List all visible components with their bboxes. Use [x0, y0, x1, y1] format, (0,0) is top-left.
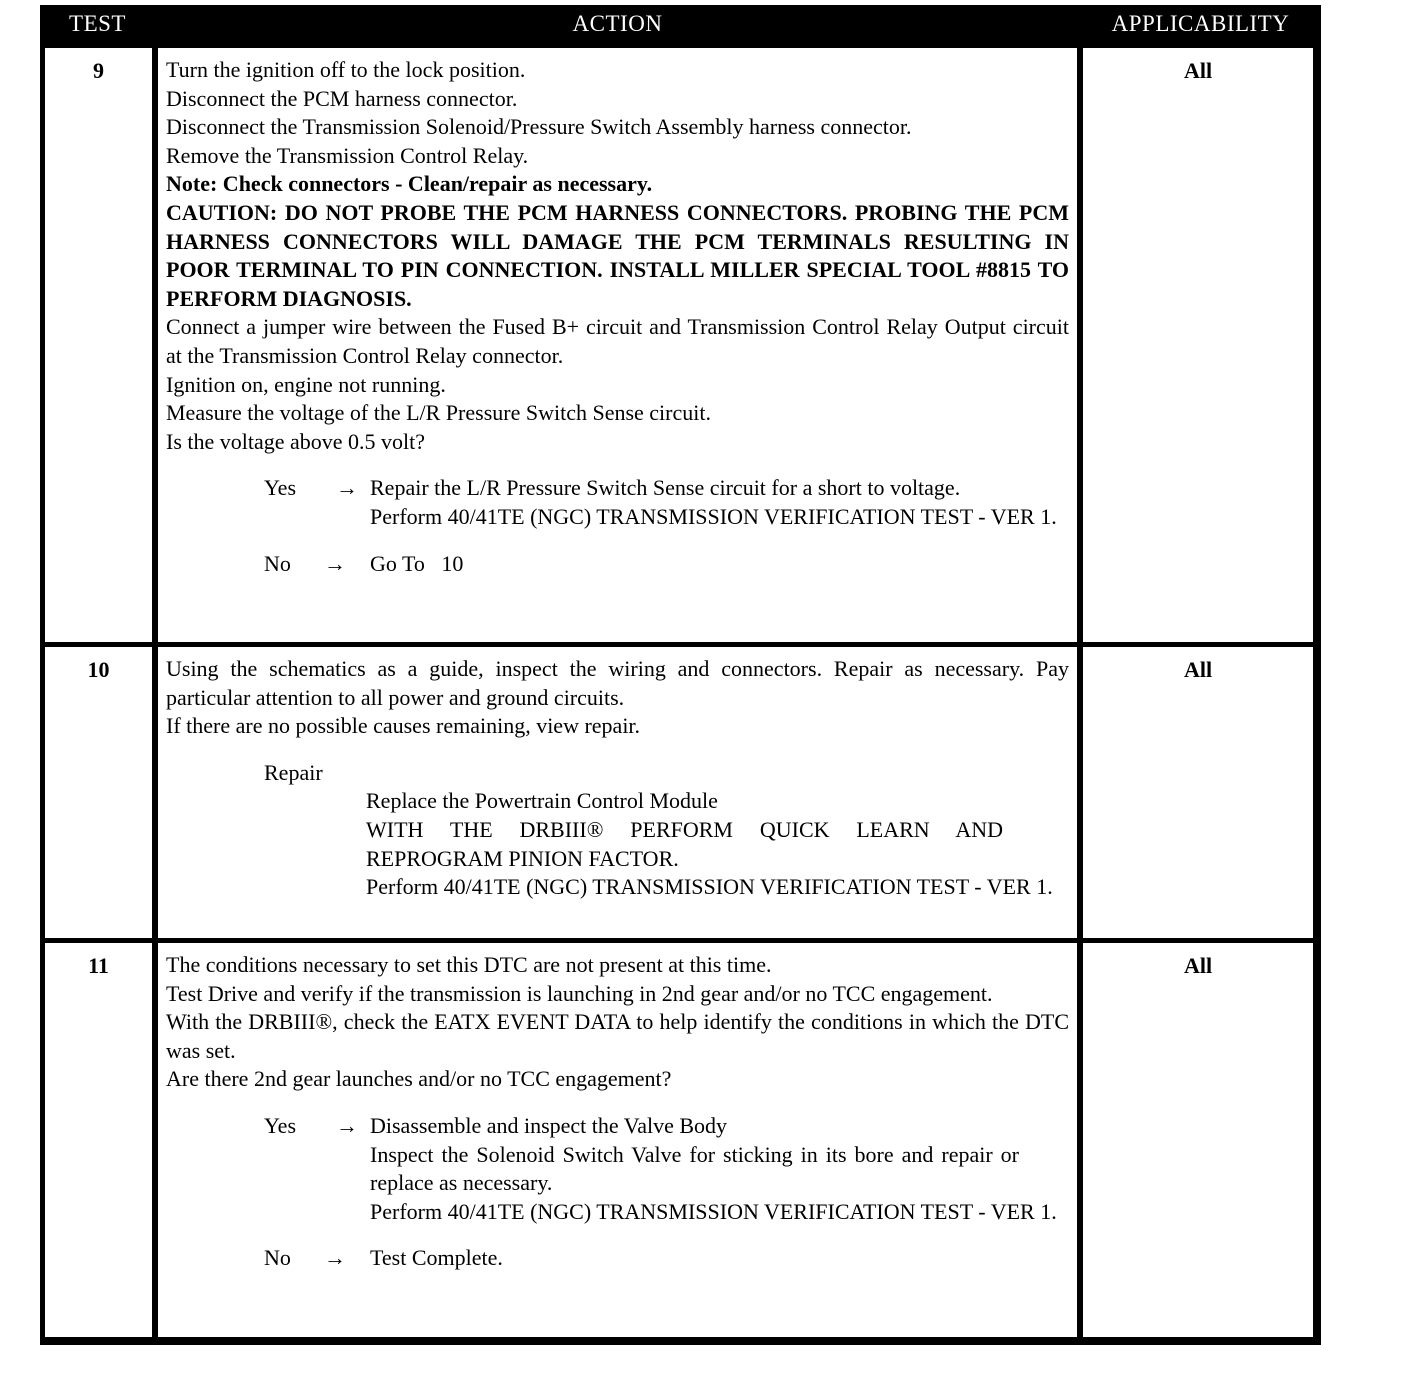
test-number-11: 11 [45, 943, 152, 1337]
step-line: If there are no possible causes remaining, view repair. [166, 713, 641, 739]
yes-label: Yes [264, 1112, 297, 1138]
yes-action: Inspect the Solenoid Switch Valve for sticking in its bore and repair or replace as necessary. [370, 1141, 1019, 1196]
step-line: With the DRBIII®, check the EATX EVENT DATA to help identify the conditions in which the DTC was set. [166, 1009, 1069, 1063]
step-line: Using the schematics as a guide, inspect the wiring and connectors. Repair as necessary. Pay particular attention to all power and ground circuits. [166, 656, 1069, 710]
repair-line: Perform 40/41TE (NGC) TRANSMISSION VERIFICATION TEST - VER 1. [366, 874, 1053, 900]
step-line: Turn the ignition off to the lock position. [166, 57, 526, 82]
no-branch [264, 1244, 1069, 1273]
step-line: Ignition on, engine not running. [166, 371, 446, 397]
applicability-10: All [1083, 647, 1313, 938]
yes-label: Yes [264, 475, 297, 501]
repair-body [366, 787, 1069, 901]
applicability-9: All [1083, 48, 1313, 642]
yes-action: Repair the L/R Pressure Switch Sense circuit for a short to voltage. [370, 475, 961, 501]
action-cell-11 [158, 943, 1077, 1337]
yes-branch [264, 474, 1069, 531]
yes-action: Perform 40/41TE (NGC) TRANSMISSION VERIFICATION TEST - VER 1. [370, 503, 1057, 529]
yes-branch [264, 1112, 1069, 1226]
repair-label: Repair [264, 759, 323, 785]
no-action: Test Complete. [370, 1245, 503, 1271]
test-number-9: 9 [45, 48, 152, 642]
step-line: Remove the Transmission Control Relay. [166, 142, 529, 168]
no-label: No [264, 550, 291, 576]
no-label: No [264, 1245, 291, 1271]
yes-action: Disassemble and inspect the Valve Body [370, 1112, 728, 1138]
no-action: Go To 10 [370, 550, 464, 576]
step-line: Disconnect the Transmission Solenoid/Pressure Switch Assembly harness connector. [166, 114, 912, 140]
header-test: TEST [69, 11, 126, 36]
diagnostic-table [40, 5, 1321, 1345]
repair-line: WITH THE DRBIII® PERFORM QUICK LEARN AND REPROGRAM PINION FACTOR. [366, 816, 1003, 871]
header-applicability: APPLICABILITY [1111, 11, 1290, 36]
arrow-right-icon: → [324, 550, 346, 576]
step-line: Disconnect the PCM harness connector. [166, 85, 518, 111]
action-cell-10 [158, 647, 1077, 938]
step-line: Test Drive and verify if the transmission is launching in 2nd gear and/or no TCC engagement. [166, 980, 993, 1006]
step-line: Connect a jumper wire between the Fused B+ circuit and Transmission Control Relay Output circuit at the Transmission Control Relay connector. [166, 314, 1069, 368]
note-text: Note: Check connectors - Clean/repair as necessary. [166, 171, 653, 197]
arrow-right-icon: → [324, 1245, 346, 1271]
caution-text: CAUTION: DO NOT PROBE THE PCM HARNESS CONNECTORS. PROBING THE PCM HARNESS CONNECTORS WILL DAMAGE THE PCM TERMINALS RESULTING IN POOR TERMINAL TO PIN CONNECTION. INSTALL MILLER SPECIAL TOOL #8815 TO PERFORM DIAGNOSIS. [166, 199, 1069, 311]
step-line: Measure the voltage of the L/R Pressure Switch Sense circuit. [166, 400, 711, 426]
question-line: Are there 2nd gear launches and/or no TCC engagement? [166, 1066, 672, 1092]
no-branch [264, 550, 1069, 579]
question-line: Is the voltage above 0.5 volt? [166, 428, 426, 454]
action-cell-9 [158, 48, 1077, 642]
applicability-11: All [1083, 943, 1313, 1337]
repair-line: Replace the Powertrain Control Module [366, 788, 718, 814]
arrow-right-icon: → [336, 1112, 358, 1138]
step-line: The conditions necessary to set this DTC are not present at this time. [166, 952, 772, 977]
test-number-10: 10 [45, 647, 152, 938]
arrow-right-icon: → [336, 475, 358, 501]
header-action: ACTION [572, 11, 663, 36]
yes-action: Perform 40/41TE (NGC) TRANSMISSION VERIFICATION TEST - VER 1. [370, 1198, 1057, 1224]
